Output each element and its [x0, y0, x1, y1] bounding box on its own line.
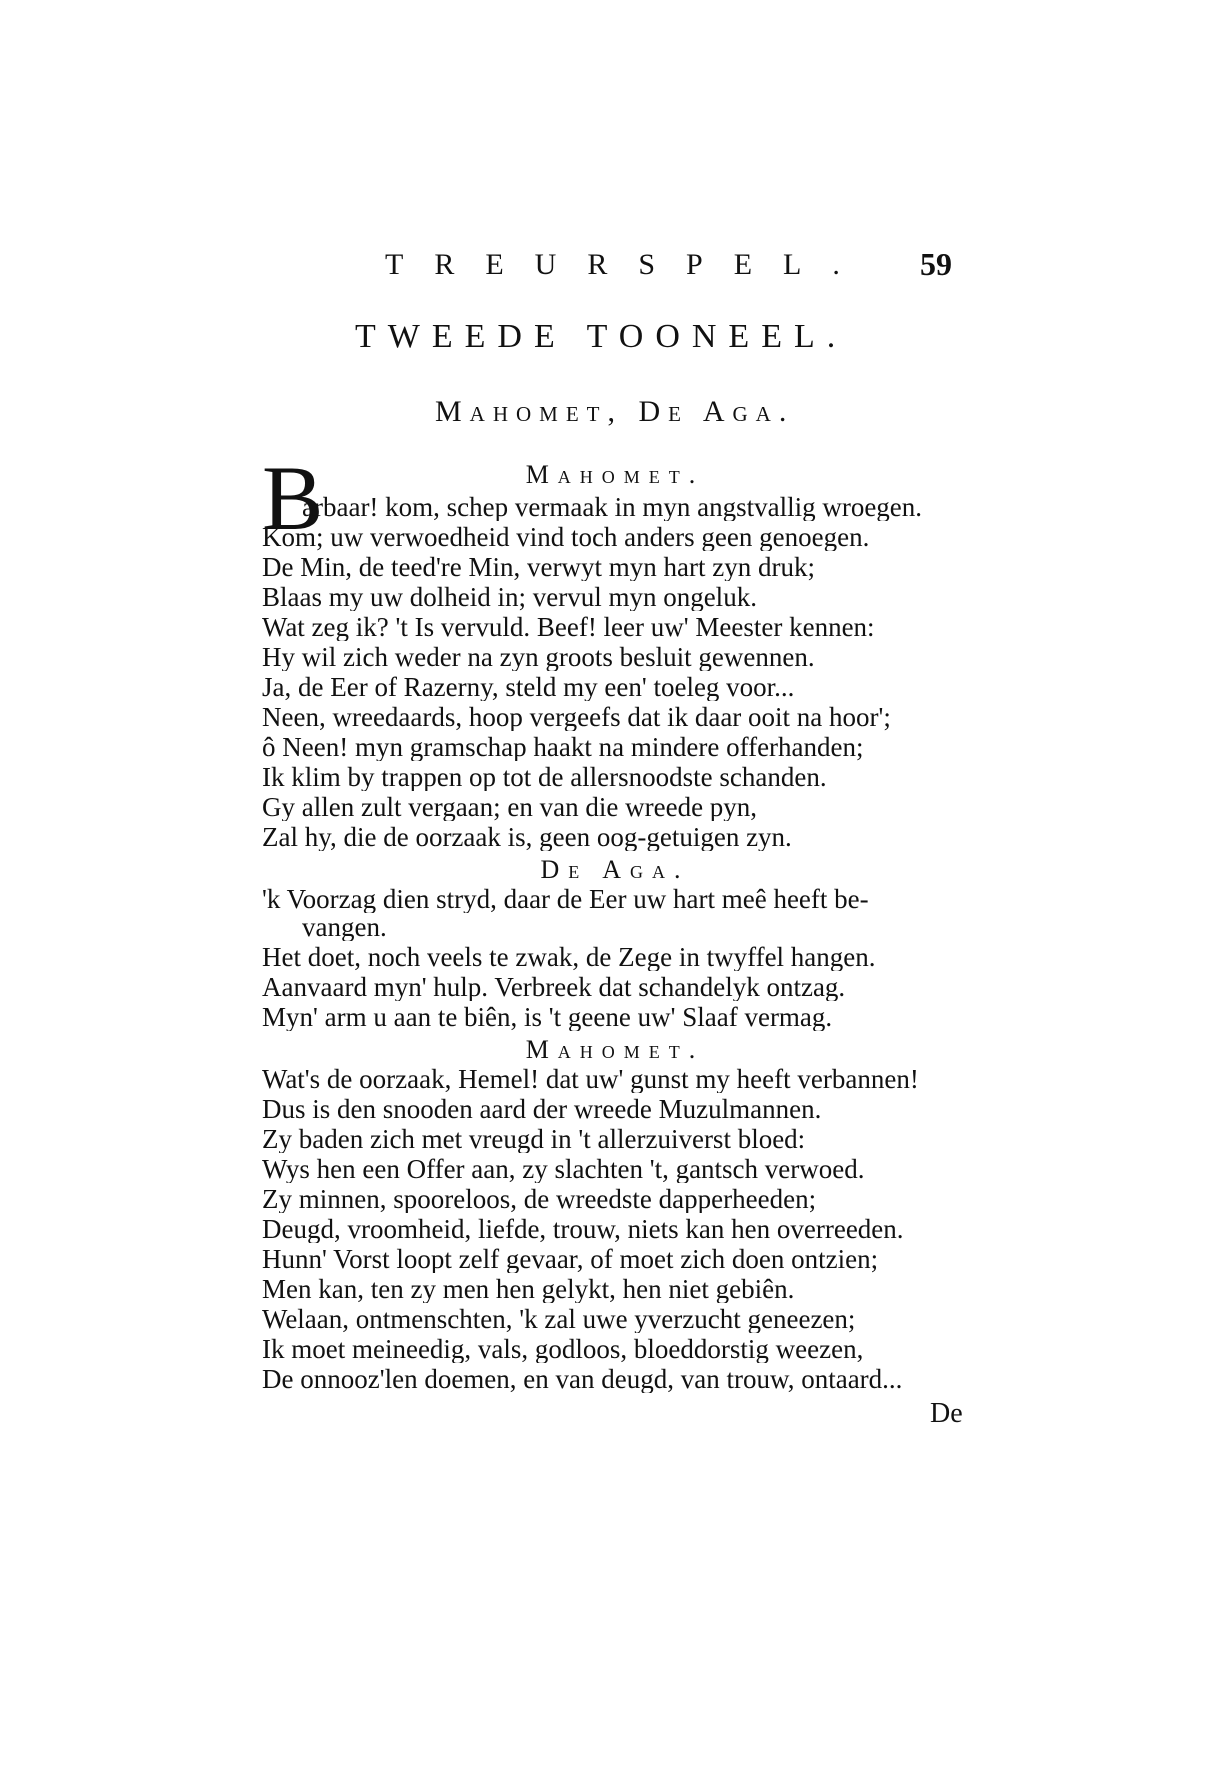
verse-line: Hy wil zich weder na zyn groots besluit gewennen. — [262, 643, 815, 671]
verse-line: Aanvaard myn' hulp. Verbreek dat schandelyk ontzag. — [262, 973, 846, 1001]
verse-line: Myn' arm u aan te biên, is 't geene uw' Slaaf vermag. — [262, 1003, 833, 1031]
verse-line: Zal hy, die de oorzaak is, geen oog-getuigen zyn. — [262, 823, 792, 851]
verse-line: Blaas my uw dolheid in; vervul myn ongeluk. — [262, 583, 757, 611]
catchword: De — [930, 1398, 963, 1429]
verse-line: Neen, wreedaards, hoop vergeefs dat ik daar ooit na hoor'; — [262, 703, 891, 731]
verse-line: Ik moet meineedig, vals, godloos, bloeddorstig weezen, — [262, 1335, 864, 1363]
page-number: 59 — [920, 246, 952, 282]
speaker-de-aga: De Aga. — [540, 855, 690, 884]
verse-line: Kom; uw verwoedheid vind toch anders geen genoegen. — [262, 523, 870, 551]
verse-line: Hunn' Vorst loopt zelf gevaar, of moet zich doen ontzien; — [262, 1245, 879, 1273]
drop-cap: B — [262, 447, 324, 549]
verse-line: Ja, de Eer of Razerny, steld my een' toeleg voor... — [262, 673, 795, 701]
verse-line: ô Neen! myn gramschap haakt na mindere offerhanden; — [262, 733, 864, 761]
verse-line: Deugd, vroomheid, liefde, trouw, niets kan hen overreeden. — [262, 1215, 904, 1243]
verse-line: Men kan, ten zy men hen gelykt, hen niet gebiên. — [262, 1275, 795, 1303]
verse-line: arbaar! kom, schep vermaak in myn angstvallig wroegen. — [302, 493, 923, 521]
verse-line: De onnooz'len doemen, en van deugd, van trouw, ontaard... — [262, 1365, 903, 1393]
verse-line: Ik klim by trappen op tot de allersnoodste schanden. — [262, 763, 827, 791]
verse-line: Wat zeg ik? 't Is vervuld. Beef! leer uw' Meester kennen: — [262, 613, 875, 641]
verse-line: Zy baden zich met vreugd in 't allerzuiverst bloed: — [262, 1125, 806, 1153]
speaker-mahomet: Mahomet. — [525, 1035, 705, 1064]
running-head: TREURSPEL. — [385, 248, 871, 281]
verse-line: Wys hen een Offer aan, zy slachten 't, gantsch verwoed. — [262, 1155, 865, 1183]
characters-line: Mahomet, De Aga. — [435, 395, 795, 428]
verse-line: De Min, de teed're Min, verwyt myn hart zyn druk; — [262, 553, 815, 581]
verse-line: vangen. — [302, 913, 387, 941]
verse-line: Gy allen zult vergaan; en van die wreede pyn, — [262, 793, 758, 821]
verse-line: Het doet, noch veels te zwak, de Zege in twyffel hangen. — [262, 943, 876, 971]
verse-line: Dus is den snooden aard der wreede Muzulmannen. — [262, 1095, 822, 1123]
verse-line: Welaan, ontmenschten, 'k zal uwe yverzucht geneezen; — [262, 1305, 856, 1333]
verse-line: 'k Voorzag dien stryd, daar de Eer uw hart meê heeft be- — [262, 885, 869, 913]
verse-line: Zy minnen, spooreloos, de wreedste dapperheeden; — [262, 1185, 817, 1213]
verse-line: Wat's de oorzaak, Hemel! dat uw' gunst my heeft verbannen! — [262, 1065, 919, 1093]
speaker-mahomet: Mahomet. — [525, 460, 705, 489]
scene-title: TWEEDE TOONEEL. — [355, 318, 848, 355]
